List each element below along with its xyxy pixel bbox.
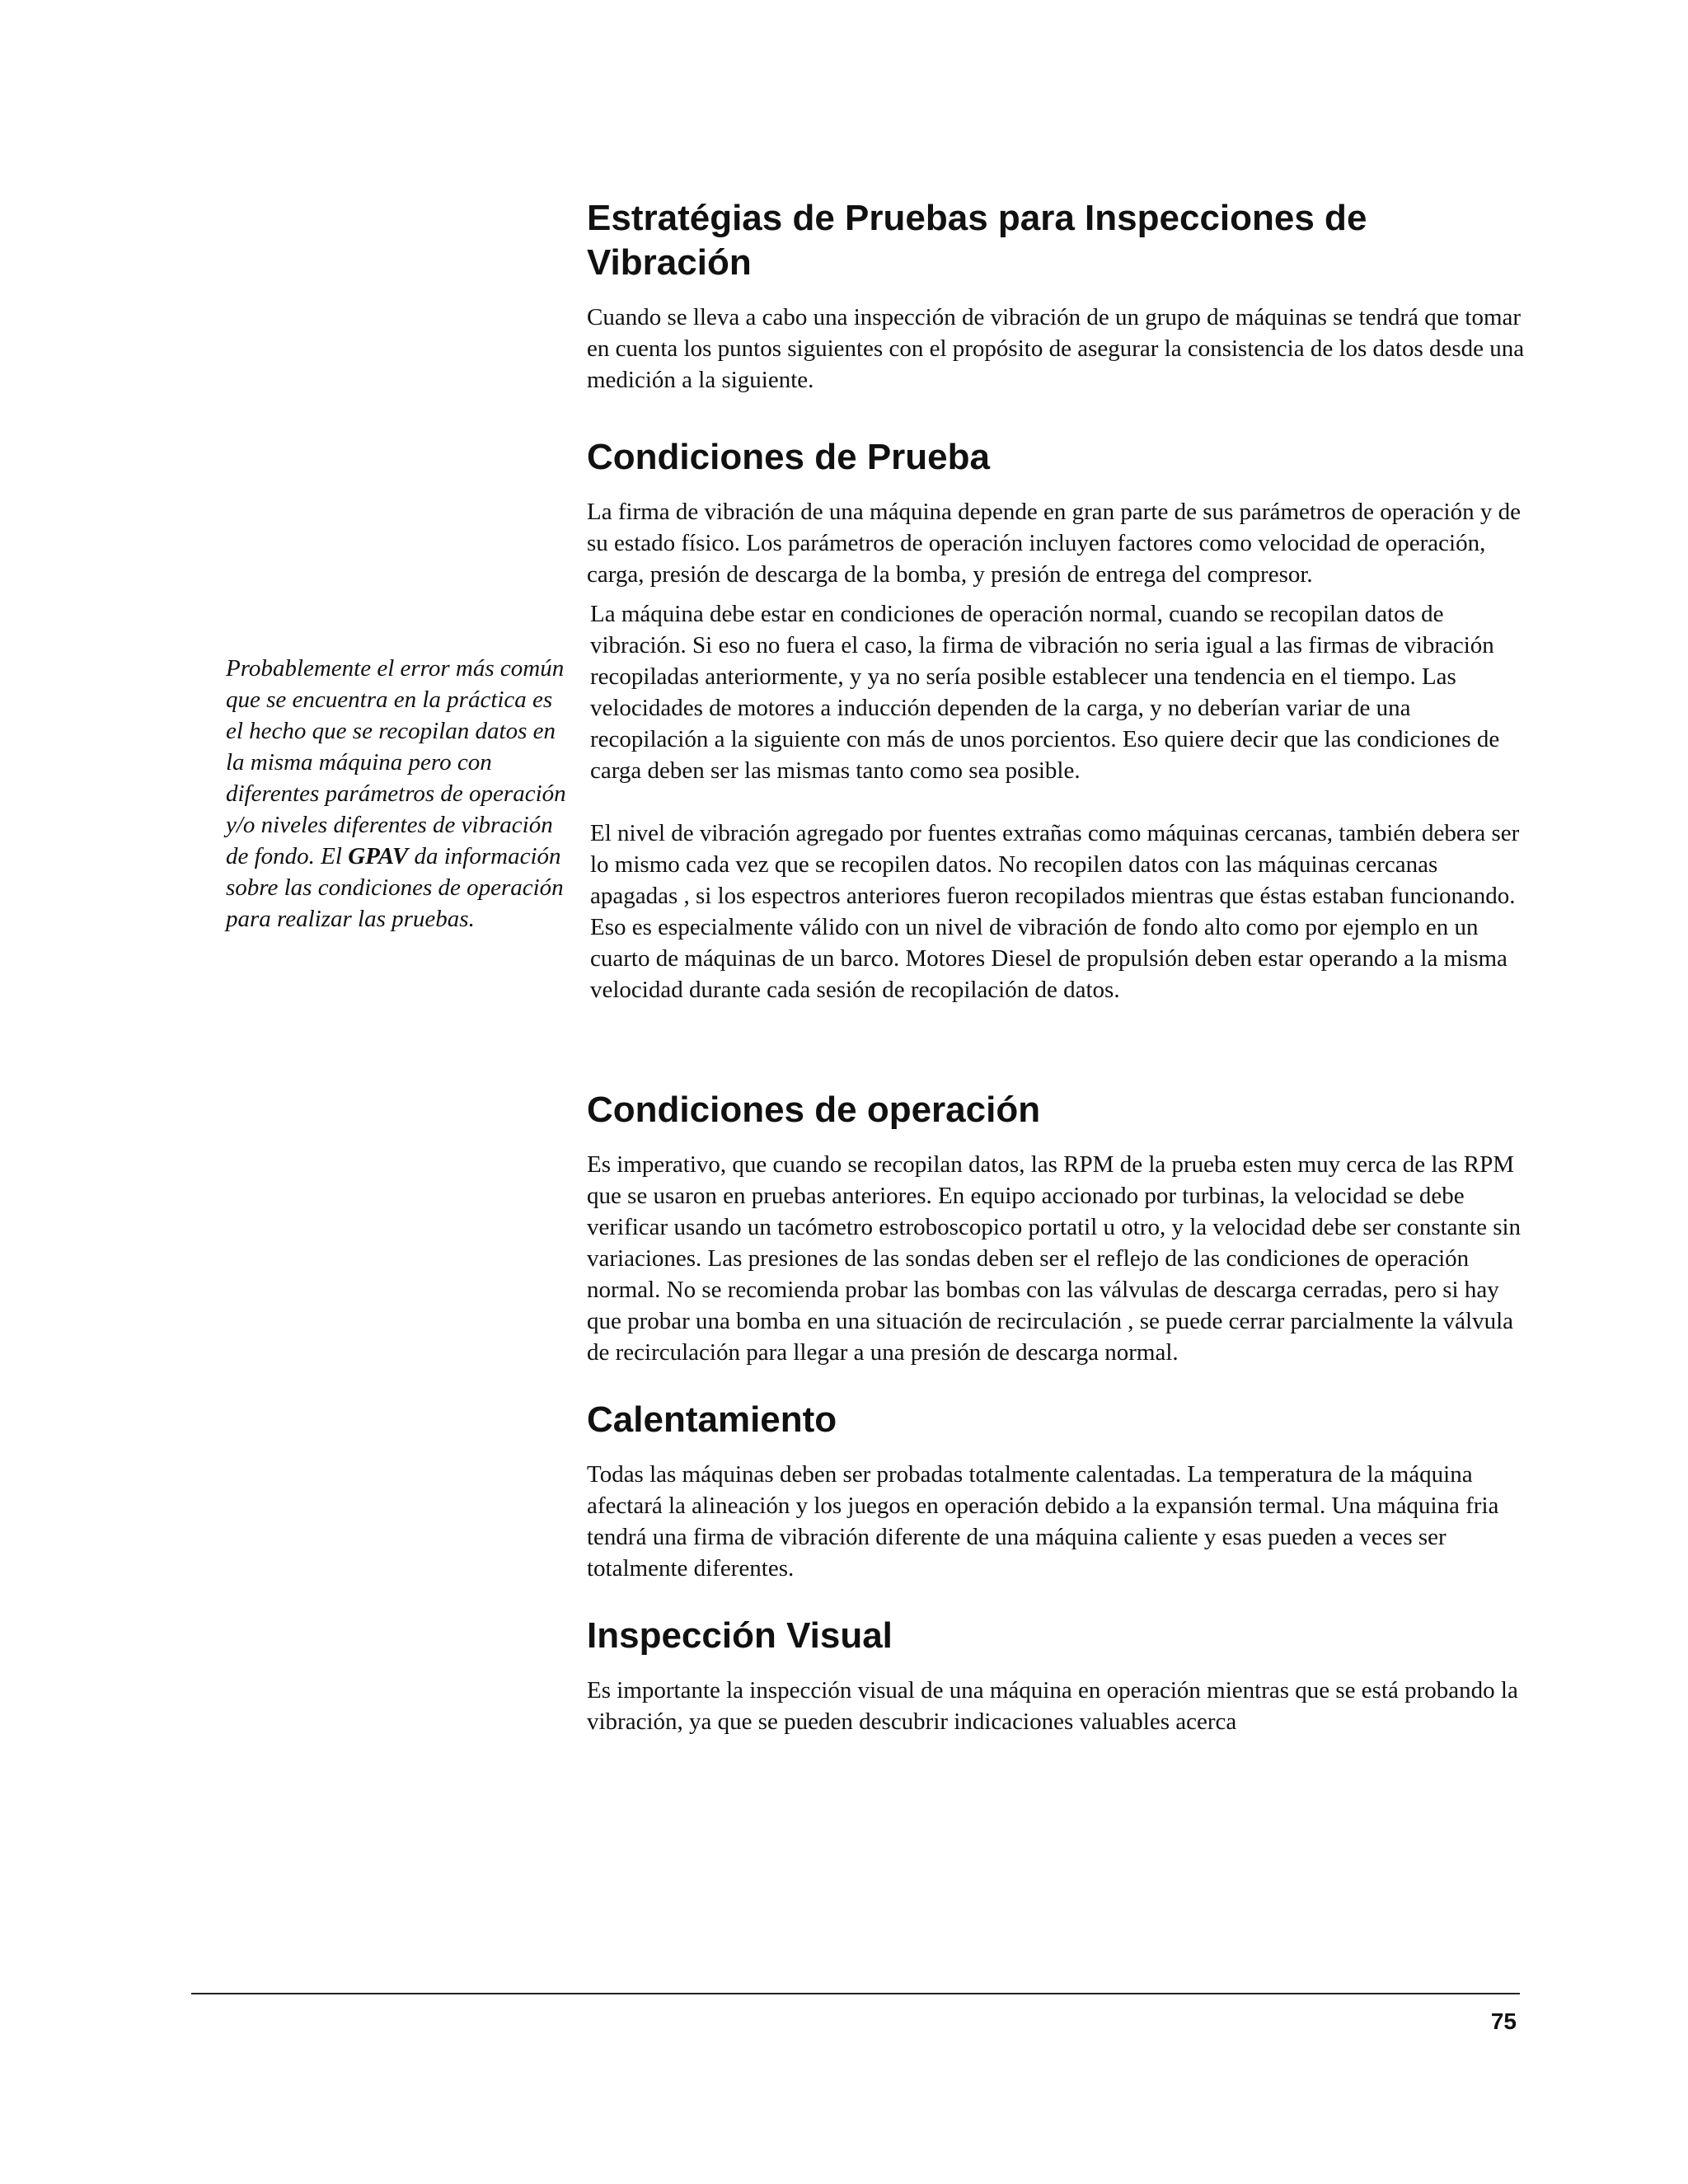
paragraph-estrategias: Cuando se lleva a cabo una inspección de vibración de un grupo de máquinas se tendrá que tomar en cuenta los puntos siguientes con el propósito de asegurar la consistencia de los datos desde una medición a la siguiente. [587, 304, 1525, 393]
paragraph-condiciones-prueba-2: La máquina debe estar en condiciones de operación normal, cuando se recopilan datos de vibración. Si eso no fuera el caso, la firma de vibración no seria igual a las firmas de vibración recopiladas anteriormente, y ya no sería posible establecer una tendencia en el tiempo. Las velocidades de motores a inducción dependen de la carga, y no deberían variar de una recopilación a la siguiente con más de unos porcientos. Eso quiere decir que las condiciones de carga deben ser las mismas tanto como sea posible. [590, 601, 1500, 784]
page-number: 75 [1490, 2008, 1517, 2034]
footer-rule [191, 1993, 1520, 1994]
heading-calentamiento: Calentamiento [587, 1399, 837, 1440]
heading-inspeccion-visual: Inspección Visual [587, 1615, 893, 1656]
heading-condiciones-operacion: Condiciones de operación [587, 1090, 1041, 1130]
paragraph-condiciones-prueba-1: La firma de vibración de una máquina depende en gran parte de sus parámetros de operación y de su estado físico. Los parámetros de operación incluyen factores como velocidad de operación, carga, presión de descarga de la bomba, y presión de entrega del compresor. [587, 499, 1521, 588]
main-column [587, 196, 1526, 1737]
margin-note-bold-term: GPAV [348, 843, 409, 869]
heading-estrategias: Estratégias de Pruebas para Inspecciones de Vibración [587, 198, 1367, 283]
paragraph-inspeccion-visual: Es importante la inspección visual de una máquina en operación mientras que se está probando la vibración, ya que se pueden descubrir indicaciones valuables acerca [587, 1677, 1518, 1735]
paragraph-calentamiento: Todas las máquinas deben ser probadas totalmente calentadas. La temperatura de la máquina afectará la alineación y los juegos en operación debido a la expansión termal. Una máquina fria tendrá una firma de vibración diferente de una máquina caliente y esas pueden a veces ser totalmente diferentes. [587, 1461, 1499, 1582]
heading-condiciones-prueba: Condiciones de Prueba [587, 437, 990, 477]
margin-note-text-before: Probablemente el error más común que se encuentra en la práctica es el hecho que se recopilan datos en la misma máquina pero con diferentes parámetros de operación y/o niveles diferentes de vibración de fondo. El [226, 655, 566, 869]
margin-note [226, 653, 572, 935]
paragraph-condiciones-operacion: Es imperativo, que cuando se recopilan datos, las RPM de la prueba esten muy cerca de las RPM que se usaron en pruebas anteriores. En equipo accionado por turbinas, la velocidad se debe verificar usando un tacómetro estroboscopico portatil u otro, y la velocidad debe ser constante sin variaciones. Las presiones de las sondas deben ser el reflejo de las condiciones de operación normal. No se recomienda probar las bombas con las válvulas de descarga cerradas, pero si hay que probar una bomba en una situación de recirculación , se puede cerrar parcialmente la válvula de recirculación para llegar a una presión de descarga normal. [587, 1151, 1522, 1366]
paragraph-condiciones-prueba-3: El nivel de vibración agregado por fuentes extrañas como máquinas cercanas, también debera ser lo mismo cada vez que se recopilen datos. No recopilen datos con las máquinas cercanas apagadas , si los espectros anteriores fueron recopilados mientras que éstas estaban funcionando. Eso es especialmente válido con un nivel de vibración de fondo alto como por ejemplo en un cuarto de máquinas de un barco. Motores Diesel de propulsión deben estar operando a la misma velocidad durante cada sesión de recopilación de datos. [590, 820, 1520, 1003]
margin-note-text-after: da información sobre las condiciones de operación para realizar las pruebas. [226, 843, 564, 932]
